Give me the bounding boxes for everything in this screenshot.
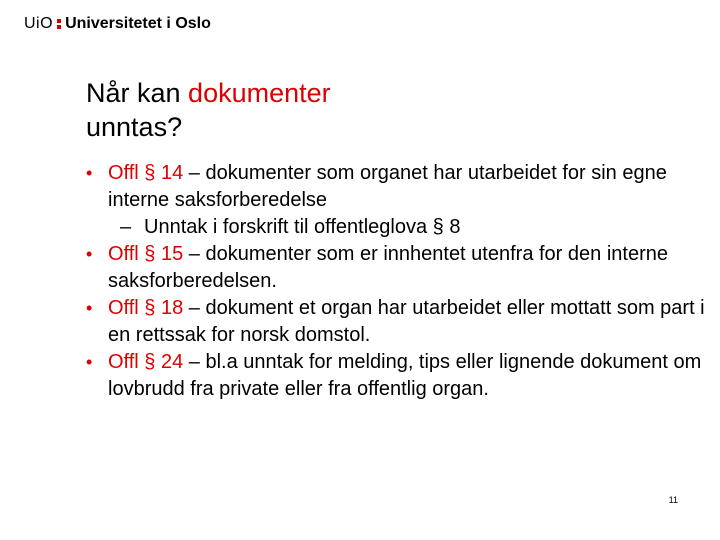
sub-bullet-list: [108, 214, 708, 241]
bullet-dot-icon: •: [86, 298, 93, 318]
bullet-item: [86, 241, 708, 295]
law-reference: Offl § 14: [108, 162, 184, 184]
sub-bullet-text: Unntak i forskrift til offentleglova § 8: [144, 216, 461, 238]
bullet-item: [86, 349, 708, 403]
bullet-list: [86, 160, 708, 403]
title-part-1: Når kan: [86, 78, 189, 108]
law-reference: Offl § 24: [108, 351, 184, 373]
bullet-item: [86, 160, 708, 241]
law-reference: Offl § 15: [108, 243, 184, 265]
bullet-dot-icon: •: [86, 352, 93, 372]
logo-university-name: Universitetet i Oslo: [65, 15, 211, 32]
law-reference: Offl § 18: [108, 297, 184, 319]
bullet-text: – bl.a unntak for melding, tips eller lignende dokument om lovbrudd fra private eller fra offentlig organ.: [108, 351, 702, 400]
bullet-text: – dokument et organ har utarbeidet eller mottatt som part i en rettssak for norsk domstol.: [108, 297, 705, 346]
page-number: 11: [668, 495, 678, 505]
bullet-text: – dokumenter som er innhentet utenfra for den interne saksforberedelsen.: [108, 243, 668, 292]
bullet-dot-icon: •: [86, 163, 93, 183]
bullet-dot-icon: •: [86, 244, 93, 264]
uio-logo: [24, 14, 211, 34]
logo-uio-text: UiO: [24, 15, 54, 32]
sub-bullet-item: [120, 214, 708, 241]
slide-title: [86, 76, 646, 144]
logo-colon-icon: [57, 17, 61, 31]
bullet-text: – dokumenter som organet har utarbeidet for sin egne interne saksforberedelse: [108, 162, 667, 211]
title-highlight: dokumenter: [188, 78, 331, 108]
title-part-2: unntas?: [86, 112, 183, 142]
dash-icon: –: [120, 216, 132, 238]
bullet-item: [86, 295, 708, 349]
